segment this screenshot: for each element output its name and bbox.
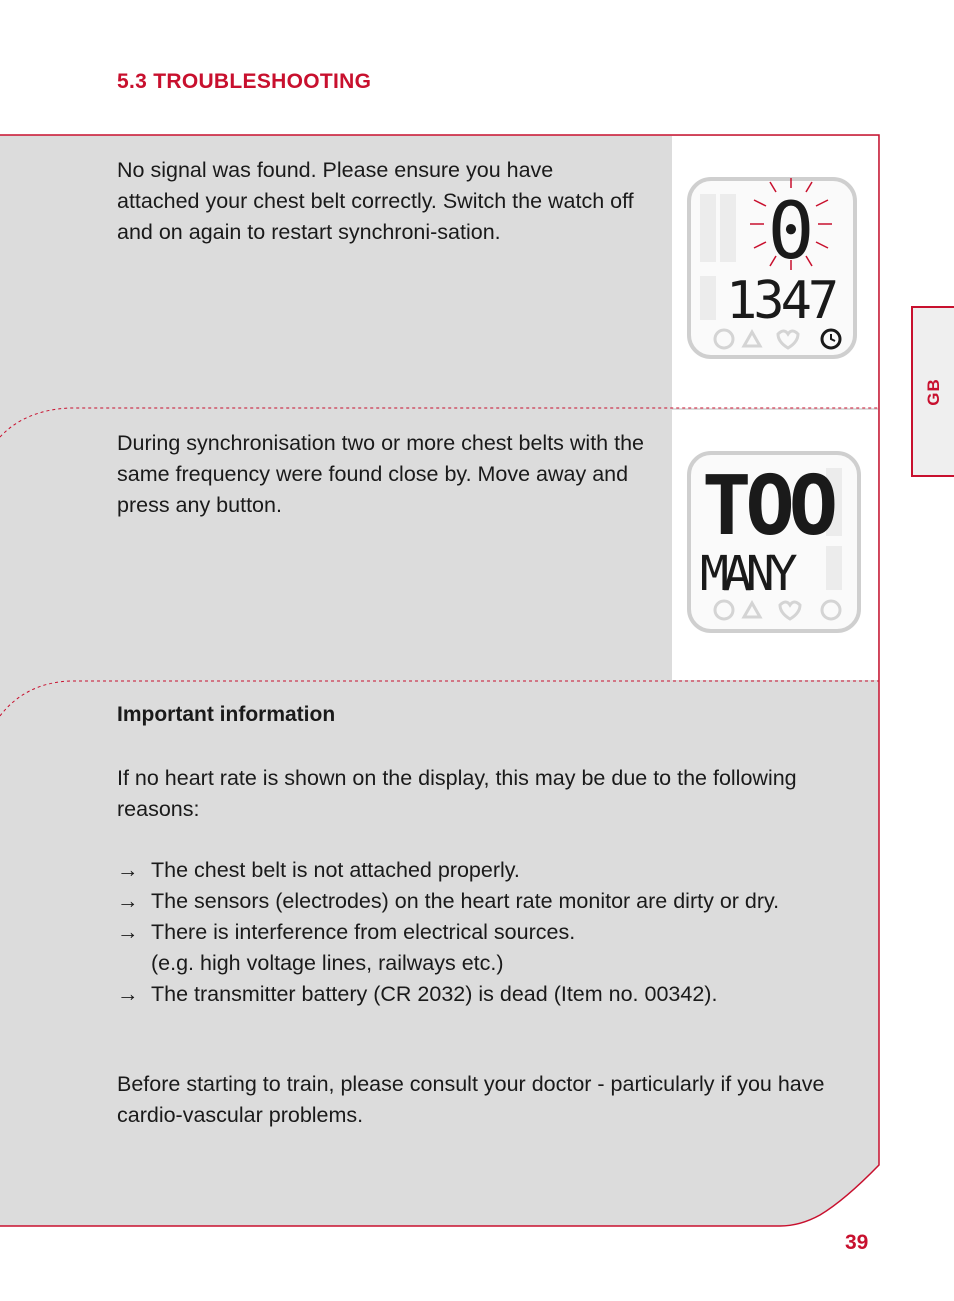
arrow-right-icon: →: [117, 889, 139, 913]
reason-text: There is interference from electrical sources.: [151, 920, 576, 944]
list-item: [117, 979, 817, 1010]
reason-text: The sensors (electrodes) on the heart rate monitor are dirty or dry.: [151, 889, 780, 913]
no-signal-text: No signal was found. Please ensure you have attached your chest belt correctly. Switch the watch off and on again to restart synchroni-sation.: [117, 158, 634, 244]
arrow-right-icon: →: [117, 858, 139, 882]
important-intro: If no heart rate is shown on the display, this may be due to the following reasons:: [117, 766, 797, 821]
reason-text: The transmitter battery (CR 2032) is dead (Item no. 00342).: [151, 982, 718, 1006]
arrow-right-icon: →: [117, 982, 139, 1006]
watch-display-too-many: [686, 450, 862, 634]
list-item: [117, 886, 817, 917]
page-number: 39: [845, 1231, 869, 1254]
section-title: 5.3 TROUBLESHOOTING: [117, 70, 372, 93]
list-item: [117, 855, 817, 886]
reason-text: The chest belt is not attached properly.: [151, 858, 520, 882]
arrow-right-icon: →: [117, 920, 139, 944]
important-heading: Important information: [117, 703, 336, 726]
display-top-value: 0: [767, 187, 815, 277]
too-many-text: During synchronisation two or more chest belts with the same frequency were found close by. Move away and press any button.: [117, 431, 644, 517]
important-outro: Before starting to train, please consult your doctor - particularly if you have cardio-vascular problems.: [117, 1072, 825, 1127]
watch-display-no-signal: [686, 176, 858, 360]
language-tab-label: GB: [923, 377, 943, 406]
display-top-value: TOO: [702, 459, 833, 554]
display-bottom-value: 1347: [726, 271, 836, 331]
list-item: [117, 917, 817, 979]
display-bottom-value: MANY: [700, 546, 792, 602]
language-tab: [911, 306, 954, 477]
reason-subtext: (e.g. high voltage lines, railways etc.): [151, 951, 504, 975]
reasons-list: [117, 855, 817, 1010]
